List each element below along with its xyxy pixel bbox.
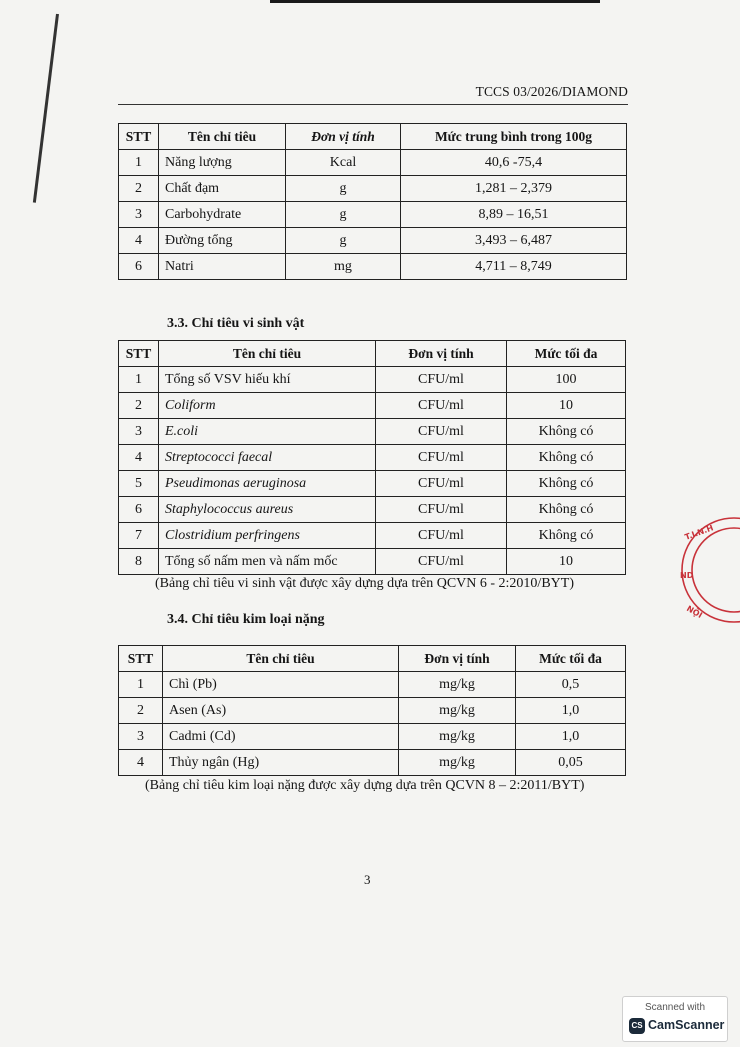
cell-stt: 4 bbox=[119, 750, 163, 776]
cell-value: 10 bbox=[507, 393, 626, 419]
cell-unit: g bbox=[286, 202, 401, 228]
cell-unit: mg/kg bbox=[399, 698, 516, 724]
section-title-heavy-metals: 3.4. Chỉ tiêu kim loại nặng bbox=[167, 612, 325, 627]
scanned-with-label: Scanned with bbox=[644, 1002, 706, 1013]
col-unit: Đơn vị tính bbox=[399, 646, 516, 672]
cell-name: Clostridium perfringens bbox=[159, 523, 376, 549]
cell-name: Streptococci faecal bbox=[159, 445, 376, 471]
heavy-metals-table bbox=[118, 645, 626, 776]
table-row bbox=[119, 419, 626, 445]
cell-stt: 6 bbox=[119, 497, 159, 523]
cell-value: 0,5 bbox=[516, 672, 626, 698]
cell-unit: CFU/ml bbox=[376, 445, 507, 471]
table-row bbox=[119, 228, 627, 254]
cell-value: 3,493 – 6,487 bbox=[401, 228, 627, 254]
scan-edge-mark bbox=[33, 14, 59, 203]
cell-unit: CFU/ml bbox=[376, 523, 507, 549]
cell-value: 1,281 – 2,379 bbox=[401, 176, 627, 202]
cell-unit: g bbox=[286, 176, 401, 202]
cell-unit: CFU/ml bbox=[376, 419, 507, 445]
cell-value: Không có bbox=[507, 471, 626, 497]
cell-name: Natri bbox=[159, 254, 286, 280]
cell-name: Carbohydrate bbox=[159, 202, 286, 228]
cell-name: Năng lượng bbox=[159, 150, 286, 176]
table-row bbox=[119, 497, 626, 523]
cell-value: 4,711 – 8,749 bbox=[401, 254, 627, 280]
seal-stamp-icon bbox=[676, 510, 740, 630]
microbiology-note: (Bảng chỉ tiêu vi sinh vật được xây dựng dựa trên QCVN 6 - 2:2010/BYT) bbox=[155, 576, 574, 591]
cell-name: Coliform bbox=[159, 393, 376, 419]
col-name: Tên chỉ tiêu bbox=[163, 646, 399, 672]
svg-text:NỘI: NỘI bbox=[685, 603, 704, 620]
camscanner-logo-icon: CS bbox=[629, 1018, 645, 1034]
camscanner-name: CamScanner bbox=[648, 1018, 725, 1032]
cell-name: Đường tổng bbox=[159, 228, 286, 254]
cell-stt: 2 bbox=[119, 698, 163, 724]
cell-unit: g bbox=[286, 228, 401, 254]
table-row bbox=[119, 724, 626, 750]
cell-value: 40,6 -75,4 bbox=[401, 150, 627, 176]
cell-stt: 1 bbox=[119, 672, 163, 698]
cell-stt: 5 bbox=[119, 471, 159, 497]
cell-stt: 1 bbox=[119, 150, 159, 176]
col-average: Mức trung bình trong 100g bbox=[401, 124, 627, 150]
cell-value: 1,0 bbox=[516, 698, 626, 724]
cell-name: Chất đạm bbox=[159, 176, 286, 202]
cell-unit: CFU/ml bbox=[376, 393, 507, 419]
camscanner-watermark bbox=[622, 996, 728, 1042]
scan-top-shadow bbox=[270, 0, 600, 3]
cell-name: Cadmi (Cd) bbox=[163, 724, 399, 750]
table-row bbox=[119, 150, 627, 176]
cell-stt: 4 bbox=[119, 445, 159, 471]
microbiology-table bbox=[118, 340, 626, 575]
table-row bbox=[119, 254, 627, 280]
cell-stt: 3 bbox=[119, 419, 159, 445]
table-row bbox=[119, 750, 626, 776]
cell-unit: CFU/ml bbox=[376, 549, 507, 575]
table-row bbox=[119, 202, 627, 228]
cell-stt: 2 bbox=[119, 393, 159, 419]
col-stt: STT bbox=[119, 341, 159, 367]
col-stt: STT bbox=[119, 646, 163, 672]
cell-stt: 3 bbox=[119, 724, 163, 750]
cell-value: Không có bbox=[507, 419, 626, 445]
header-rule bbox=[118, 104, 628, 105]
heavy-metals-note: (Bảng chỉ tiêu kim loại nặng được xây dựng dựa trên QCVN 8 – 2:2011/BYT) bbox=[145, 778, 585, 793]
cell-name: Pseudimonas aeruginosa bbox=[159, 471, 376, 497]
cell-name: Tổng số nấm men và nấm mốc bbox=[159, 549, 376, 575]
table-header-row bbox=[119, 124, 627, 150]
cell-unit: mg/kg bbox=[399, 750, 516, 776]
table-row bbox=[119, 393, 626, 419]
table-row bbox=[119, 698, 626, 724]
cell-value: 1,0 bbox=[516, 724, 626, 750]
table-header-row bbox=[119, 341, 626, 367]
table-row bbox=[119, 471, 626, 497]
cell-unit: CFU/ml bbox=[376, 471, 507, 497]
cell-value: 0,05 bbox=[516, 750, 626, 776]
section-title-microbiology: 3.3. Chỉ tiêu vi sinh vật bbox=[167, 316, 305, 331]
cell-stt: 3 bbox=[119, 202, 159, 228]
table-header-row bbox=[119, 646, 626, 672]
nutrition-table bbox=[118, 123, 627, 280]
cell-unit: CFU/ml bbox=[376, 367, 507, 393]
table-row bbox=[119, 523, 626, 549]
col-max: Mức tối đa bbox=[507, 341, 626, 367]
table-row bbox=[119, 176, 627, 202]
cell-name: Tổng số VSV hiếu khí bbox=[159, 367, 376, 393]
table-row bbox=[119, 445, 626, 471]
svg-text:T.I.N.H: T.I.N.H bbox=[683, 523, 715, 542]
col-name: Tên chỉ tiêu bbox=[159, 341, 376, 367]
cell-name: E.coli bbox=[159, 419, 376, 445]
table-row bbox=[119, 672, 626, 698]
cell-unit: mg/kg bbox=[399, 724, 516, 750]
col-unit: Đơn vị tính bbox=[286, 124, 401, 150]
cell-unit: mg/kg bbox=[399, 672, 516, 698]
cell-name: Asen (As) bbox=[163, 698, 399, 724]
cell-stt: 2 bbox=[119, 176, 159, 202]
cell-stt: 4 bbox=[119, 228, 159, 254]
col-name: Tên chỉ tiêu bbox=[159, 124, 286, 150]
cell-unit: Kcal bbox=[286, 150, 401, 176]
col-unit: Đơn vị tính bbox=[376, 341, 507, 367]
table-row bbox=[119, 549, 626, 575]
cell-value: 8,89 – 16,51 bbox=[401, 202, 627, 228]
cell-value: Không có bbox=[507, 523, 626, 549]
cell-name: Staphylococcus aureus bbox=[159, 497, 376, 523]
document-code: TCCS 03/2026/DIAMOND bbox=[475, 84, 628, 99]
col-max: Mức tối đa bbox=[516, 646, 626, 672]
cell-unit: CFU/ml bbox=[376, 497, 507, 523]
cell-value: 10 bbox=[507, 549, 626, 575]
cell-stt: 1 bbox=[119, 367, 159, 393]
svg-text:ND: ND bbox=[680, 571, 694, 580]
cell-stt: 7 bbox=[119, 523, 159, 549]
cell-value: Không có bbox=[507, 497, 626, 523]
cell-name: Thủy ngân (Hg) bbox=[163, 750, 399, 776]
cell-value: Không có bbox=[507, 445, 626, 471]
cell-stt: 6 bbox=[119, 254, 159, 280]
cell-value: 100 bbox=[507, 367, 626, 393]
table-row bbox=[119, 367, 626, 393]
cell-name: Chì (Pb) bbox=[163, 672, 399, 698]
page-number: 3 bbox=[364, 872, 371, 887]
cell-unit: mg bbox=[286, 254, 401, 280]
cell-stt: 8 bbox=[119, 549, 159, 575]
col-stt: STT bbox=[119, 124, 159, 150]
